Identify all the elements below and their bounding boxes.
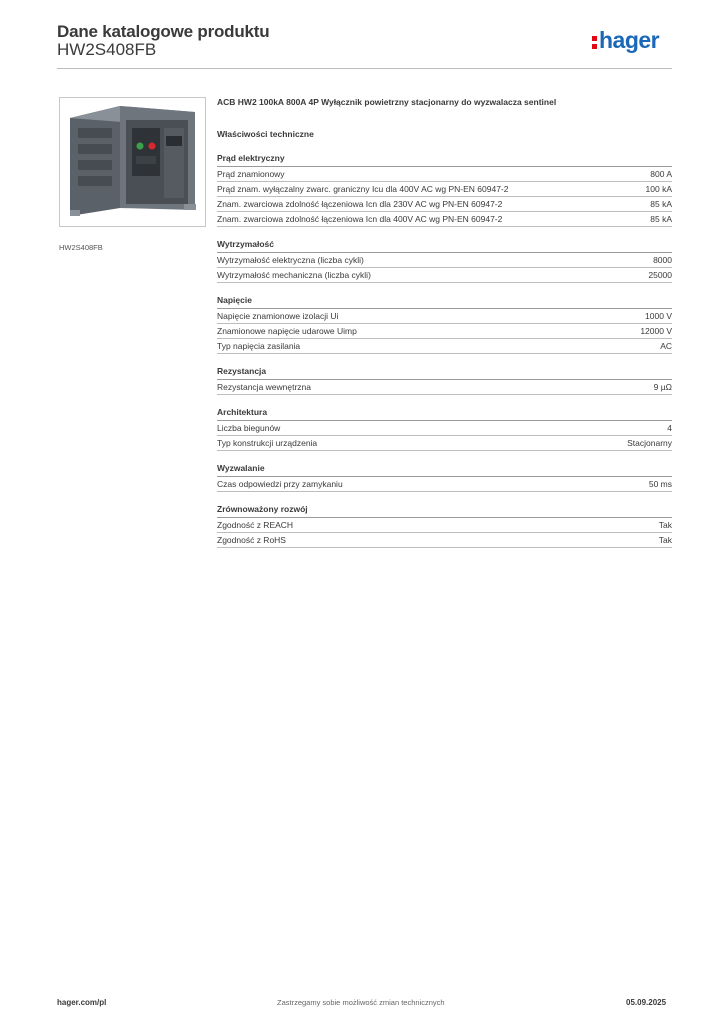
section-title: Zrównoważony rozwój	[217, 504, 672, 518]
spec-row	[217, 197, 672, 212]
spec-label: Znamionowe napięcie udarowe Uimp	[217, 326, 357, 336]
spec-label: Prąd znamionowy	[217, 169, 285, 179]
spec-row	[217, 182, 672, 197]
spec-section	[217, 295, 672, 354]
spec-row	[217, 436, 672, 451]
spec-label: Typ napięcia zasilania	[217, 341, 301, 351]
properties-heading: Właściwości techniczne	[217, 129, 314, 139]
spec-value: 85 kA	[650, 214, 672, 224]
spec-value: Tak	[658, 520, 672, 530]
spec-value: 25000	[648, 270, 672, 280]
spec-value: 1000 V	[645, 311, 672, 321]
spec-value: 12000 V	[640, 326, 672, 336]
spec-row	[217, 268, 672, 283]
header-divider	[57, 68, 672, 69]
spec-label: Wytrzymałość mechaniczna (liczba cykli)	[217, 270, 371, 280]
spec-value: Tak	[658, 535, 672, 545]
spec-row	[217, 212, 672, 227]
spec-section	[217, 463, 672, 492]
spec-row	[217, 167, 672, 182]
spec-label: Czas odpowiedzi przy zamykaniu	[217, 479, 343, 489]
product-description: ACB HW2 100kA 800A 4P Wyłącznik powietrzny stacjonarny do wyzwalacza sentinel	[217, 97, 557, 107]
spec-row	[217, 339, 672, 354]
spec-label: Liczba biegunów	[217, 423, 281, 433]
spec-value: 4	[667, 423, 672, 433]
spec-row	[217, 477, 672, 492]
section-title: Napięcie	[217, 295, 672, 309]
spec-value: 100 kA	[645, 184, 672, 194]
image-caption: HW2S408FB	[59, 243, 103, 252]
logo-text: hager	[599, 27, 660, 53]
product-code: HW2S408FB	[57, 40, 157, 59]
spec-label: Znam. zwarciowa zdolność łączeniowa Icn dla 230V AC wg PN-EN 60947-2	[217, 199, 503, 209]
section-title: Wytrzymałość	[217, 239, 672, 253]
spec-row	[217, 518, 672, 533]
footer-date: 05.09.2025	[626, 998, 667, 1007]
spec-label: Zgodność z RoHS	[217, 535, 286, 545]
spec-value: 50 ms	[648, 479, 672, 489]
spec-row	[217, 380, 672, 395]
spec-value: 9 µΩ	[653, 382, 672, 392]
spec-label: Napięcie znamionowe izolacji Ui	[217, 311, 339, 321]
spec-value: 85 kA	[650, 199, 672, 209]
spec-value: 8000	[653, 255, 672, 265]
spec-value: 800 A	[650, 169, 672, 179]
spec-row	[217, 253, 672, 268]
spec-value: Stacjonarny	[627, 438, 672, 448]
spec-label: Prąd znam. wyłączalny zwarc. graniczny Icu dla 400V AC wg PN-EN 60947-2	[217, 184, 509, 194]
spec-label: Znam. zwarciowa zdolność łączeniowa Icn dla 400V AC wg PN-EN 60947-2	[217, 214, 503, 224]
spec-section	[217, 153, 672, 227]
section-title: Architektura	[217, 407, 672, 421]
circuit-breaker-image	[60, 98, 205, 226]
spec-section	[217, 504, 672, 548]
spec-label: Wytrzymałość elektryczna (liczba cykli)	[217, 255, 364, 265]
spec-row	[217, 421, 672, 436]
section-title: Wyzwalanie	[217, 463, 672, 477]
spec-section	[217, 239, 672, 283]
specification-sections	[217, 153, 672, 548]
spec-section	[217, 366, 672, 395]
footer-website[interactable]: hager.com/pl	[57, 998, 107, 1007]
spec-label: Zgodność z REACH	[217, 520, 294, 530]
product-image	[59, 97, 206, 227]
spec-label: Rezystancja wewnętrzna	[217, 382, 312, 392]
spec-row	[217, 309, 672, 324]
hager-logo	[592, 27, 659, 54]
spec-row	[217, 324, 672, 339]
page-title: Dane katalogowe produktu	[57, 22, 270, 41]
section-title: Rezystancja	[217, 366, 672, 380]
product-content	[217, 96, 672, 548]
spec-section	[217, 407, 672, 451]
section-title: Prąd elektryczny	[217, 153, 672, 167]
spec-row	[217, 533, 672, 548]
spec-value: AC	[660, 341, 672, 351]
spec-label: Typ konstrukcji urządzenia	[217, 438, 318, 448]
footer-disclaimer: Zastrzegamy sobie możliwość zmian technicznych	[277, 998, 445, 1007]
logo-dots-icon	[592, 33, 597, 50]
